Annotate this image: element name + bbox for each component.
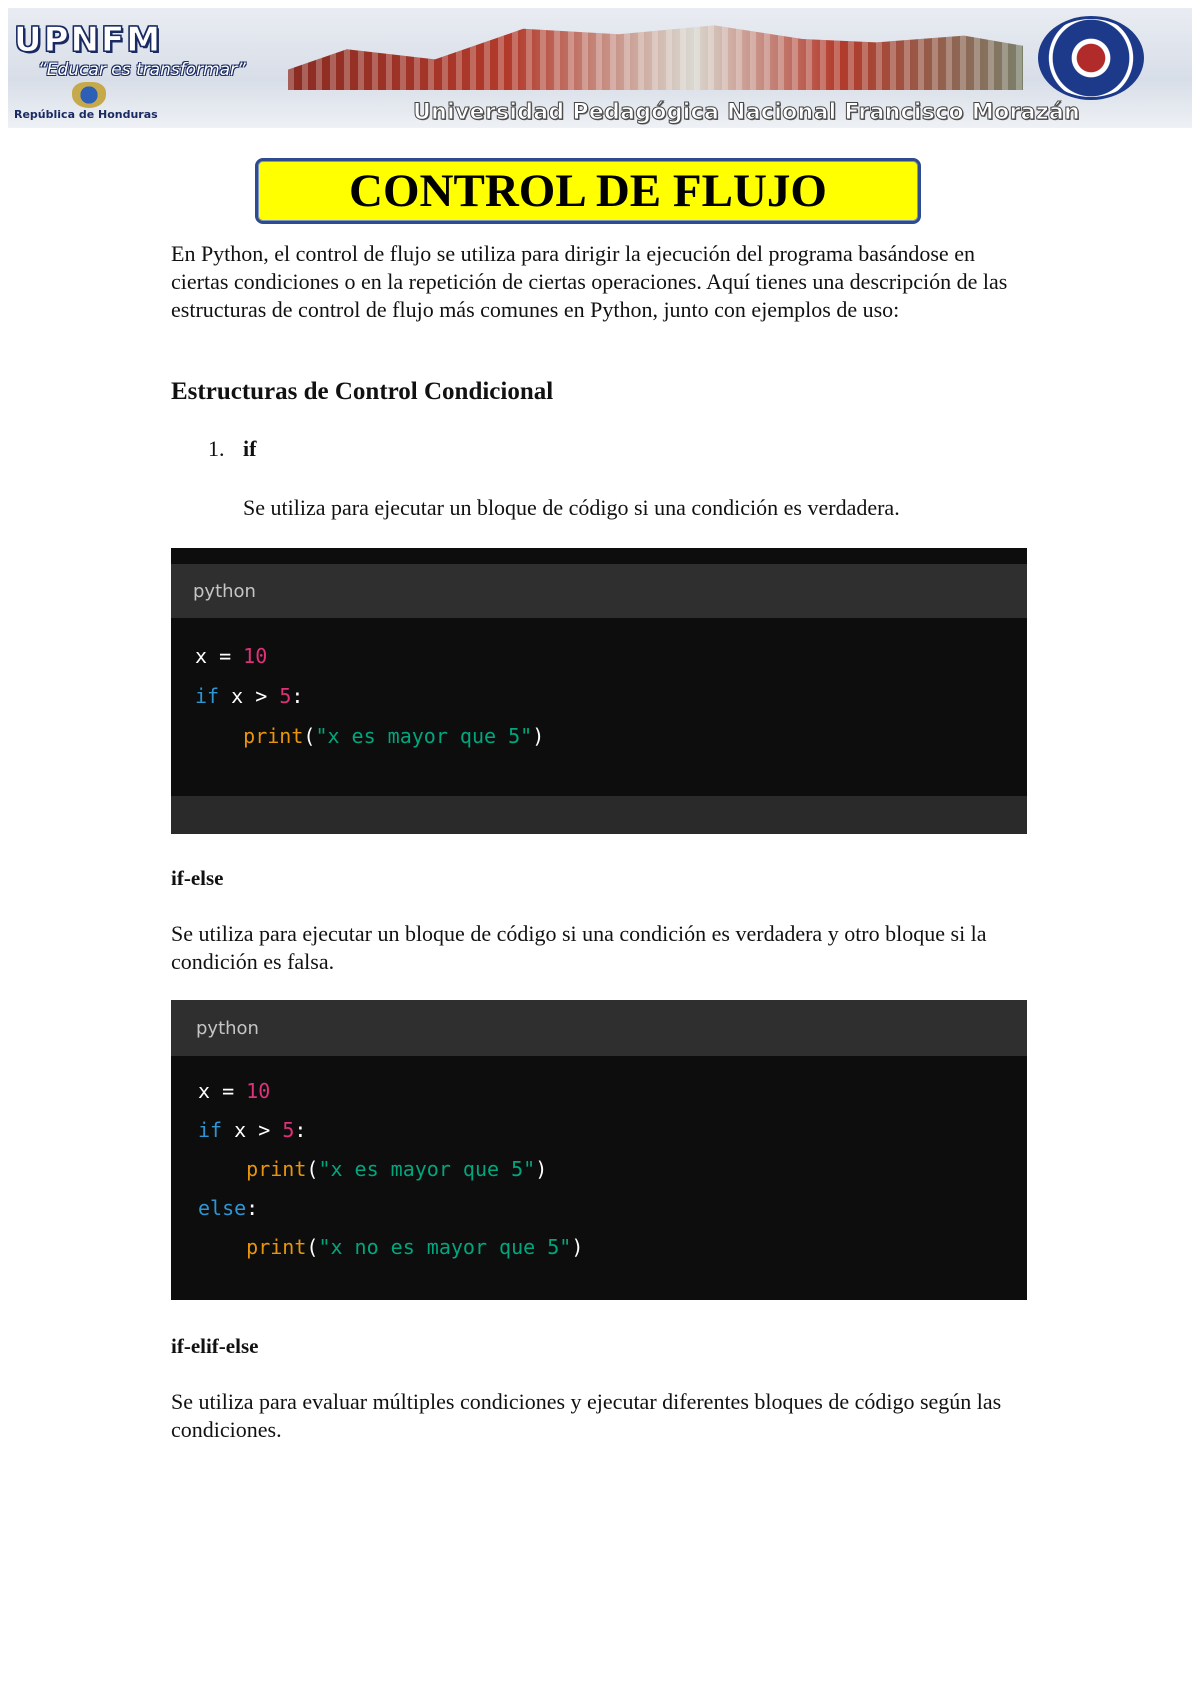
brand-block <box>14 20 284 80</box>
if-description-wrap <box>243 494 1043 522</box>
code-language-label: python <box>171 564 1027 618</box>
code-footer <box>171 796 1027 834</box>
university-seal-icon <box>1038 16 1144 100</box>
if-elif-else-description-wrap <box>171 1388 1031 1444</box>
code-line: if x > 5: <box>198 1118 307 1142</box>
header-banner <box>8 8 1192 128</box>
code-block-if <box>171 548 1027 834</box>
university-name: Universidad Pedagógica Nacional Francisco Morazán <box>413 100 1188 128</box>
intro-section <box>171 240 1031 324</box>
brand-slogan: “Educar es transformar” <box>38 60 246 80</box>
code-body <box>171 1056 1027 1267</box>
section-heading: Estructuras de Control Condicional <box>171 378 554 405</box>
if-else-heading: if-else <box>171 866 224 890</box>
code-line: print("x es mayor que 5") <box>243 724 545 748</box>
code-line: x = 10 <box>198 1079 271 1103</box>
page-title: CONTROL DE FLUJO <box>255 158 921 224</box>
if-else-section <box>171 866 1031 891</box>
if-else-description: Se utiliza para ejecutar un bloque de código si una condición es verdadera y otro bloque si la condición es falsa. <box>171 921 987 974</box>
code-line: print("x no es mayor que 5") <box>246 1235 584 1259</box>
code-block-if-else <box>171 1000 1027 1300</box>
if-elif-else-section <box>171 1334 1031 1359</box>
code-line: print("x es mayor que 5") <box>246 1157 548 1181</box>
code-language-label: python <box>171 1000 1027 1056</box>
section-heading-wrap <box>171 378 1031 406</box>
campus-photo <box>288 22 1023 90</box>
brand-name: UPNFM <box>14 20 163 60</box>
honduras-coat-of-arms-icon <box>72 82 106 108</box>
if-description: Se utiliza para ejecutar un bloque de código si una condición es verdadera. <box>243 495 900 520</box>
if-elif-else-heading: if-elif-else <box>171 1334 259 1358</box>
if-elif-else-description: Se utiliza para evaluar múltiples condiciones y ejecutar diferentes bloques de código según las condiciones. <box>171 1389 1002 1442</box>
code-line: else: <box>198 1196 259 1220</box>
code-line: x = 10 <box>195 644 268 668</box>
code-body <box>171 618 1027 796</box>
list-item-if <box>208 436 256 462</box>
if-else-description-wrap <box>171 920 1031 976</box>
list-label: if <box>243 436 257 461</box>
list-number: 1. <box>208 436 225 461</box>
code-line: if x > 5: <box>195 684 304 708</box>
intro-paragraph: En Python, el control de flujo se utiliza para dirigir la ejecución del programa basándose en ciertas condiciones o en la repetición de ciertas operaciones. Aquí tienes una descripción de las estructuras de control de flujo más comunes en Python, junto con ejemplos de uso: <box>171 241 1008 322</box>
republica-label: República de Honduras <box>14 108 158 121</box>
